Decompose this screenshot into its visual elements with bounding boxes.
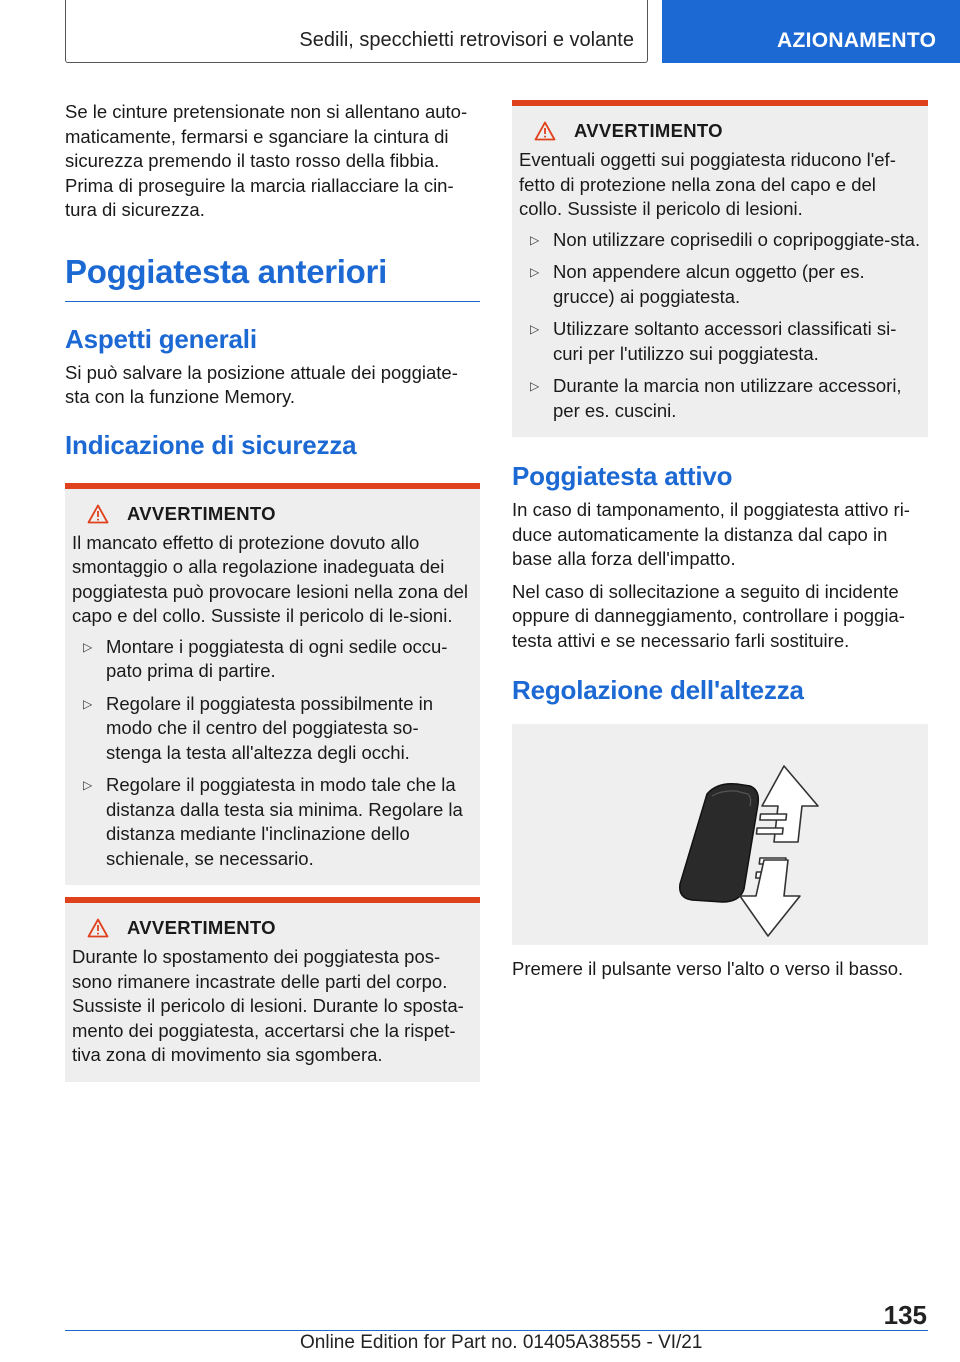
warning-triangle-icon bbox=[87, 918, 109, 938]
triangle-bullet-icon: ▷ bbox=[530, 379, 540, 393]
list-item bbox=[519, 374, 922, 423]
warning-box-3 bbox=[512, 100, 928, 437]
warning-title: AVVERTIMENTO bbox=[127, 502, 276, 524]
warning-box-1 bbox=[65, 483, 480, 886]
warning-list bbox=[519, 228, 922, 424]
warning-header bbox=[87, 917, 474, 939]
list-item-text: Non appendere alcun oggetto (per es. grucce) ai poggiatesta. bbox=[553, 261, 865, 307]
warning-text: Durante lo spostamento dei poggiatesta pos-sono rimanere incastrate delle parti del corpo. Sussiste il pericolo di lesioni. Durante lo sposta-mento dei poggiatesta, accertarsi che la rispet-tiva zona di movimento sia sgombera. bbox=[72, 946, 464, 1065]
warning-header bbox=[87, 503, 474, 525]
list-item-text: Durante la marcia non utilizzare accessori, per es. cuscini. bbox=[553, 375, 902, 421]
warning-list bbox=[72, 635, 474, 872]
headrest-button-illustration bbox=[512, 724, 928, 945]
list-item bbox=[72, 773, 474, 871]
triangle-bullet-icon: ▷ bbox=[83, 778, 93, 792]
footer-divider bbox=[65, 1330, 928, 1331]
right-column bbox=[512, 100, 928, 990]
warning-title: AVVERTIMENTO bbox=[574, 120, 723, 141]
warning-triangle-icon bbox=[87, 504, 109, 524]
list-item bbox=[519, 317, 922, 366]
active-paragraph-2: Nel caso di sollecitazione a seguito di incidente oppure di danneggiamento, controllare i poggia-testa attivi e se necessario farli sostituire. bbox=[512, 580, 905, 651]
warning-text: Il mancato effetto di protezione dovuto allo smontaggio o alla regolazione inadeguata dei poggiatesta può provocare lesioni nella zona del capo e del collo. Sussiste il pericolo di le-sioni. bbox=[72, 531, 468, 626]
list-item-text: Regolare il poggiatesta in modo tale che la distanza dalla testa sia minima. Regolare la distanza mediante l'inclinazione dello schienale, se necessario. bbox=[106, 774, 463, 869]
list-item-text: Non utilizzare coprisedili o copripoggiate-sta. bbox=[553, 228, 921, 250]
list-item bbox=[519, 260, 922, 309]
arrow-up-icon bbox=[756, 766, 818, 842]
triangle-bullet-icon: ▷ bbox=[530, 232, 540, 247]
header-section-tab bbox=[65, 0, 648, 63]
warning-title: AVVERTIMENTO bbox=[127, 917, 276, 938]
warning-triangle-icon bbox=[534, 121, 556, 141]
list-item-text: Montare i poggiatesta di ogni sedile occu-pato prima di partire. bbox=[106, 635, 448, 681]
list-item-text: Regolare il poggiatesta possibilmente in modo che il centro del poggiatesta so-stenga la testa all'altezza degli occhi. bbox=[106, 692, 434, 763]
warning-text: Eventuali oggetti sui poggiatesta riducono l'ef-fetto di protezione nella zona del capo e del collo. Sussiste il pericolo di lesioni. bbox=[519, 149, 896, 219]
headrest-adjust-illustration bbox=[512, 724, 928, 945]
triangle-bullet-icon: ▷ bbox=[83, 639, 93, 654]
active-heading: Poggiatesta attivo bbox=[512, 461, 733, 491]
general-paragraph: Si può salvare la posizione attuale dei poggiate-sta con la funzione Memory. bbox=[65, 361, 458, 407]
height-heading: Regolazione dell'altezza bbox=[512, 675, 804, 705]
triangle-bullet-icon: ▷ bbox=[530, 322, 540, 336]
list-item bbox=[72, 635, 474, 684]
list-item-text: Utilizzare soltanto accessori classificati si-curi per l'utilizzo sui poggiatesta. bbox=[553, 318, 897, 364]
safety-heading: Indicazione di sicurezza bbox=[65, 429, 357, 460]
arrow-down-icon bbox=[740, 858, 800, 936]
section-title: Sedili, specchietti retrovisori e volante bbox=[299, 29, 634, 51]
active-paragraph-1: In caso di tamponamento, il poggiatesta attivo ri-duce automaticamente la distanza dal capo in base alla forza dell'impatto. bbox=[512, 499, 910, 569]
figure-caption: Premere il pulsante verso l'alto o verso il basso. bbox=[512, 958, 904, 979]
main-heading: Poggiatesta anteriori bbox=[65, 253, 480, 302]
warning-box-2 bbox=[65, 897, 480, 1082]
warning-header bbox=[534, 120, 922, 142]
triangle-bullet-icon: ▷ bbox=[83, 696, 93, 711]
left-column bbox=[65, 100, 480, 1082]
intro-paragraph: Se le cinture pretensionate non si allentano auto-maticamente, fermarsi e sganciare la cintura di sicurezza premendo il tasto rosso della fibbia. Prima di proseguire la marcia riallacciare la cin-tura di sicurezza. bbox=[65, 101, 468, 220]
list-item bbox=[519, 228, 922, 253]
general-heading: Aspetti generali bbox=[65, 323, 257, 354]
header-chapter-tab[interactable] bbox=[662, 0, 960, 63]
page-number: 135 bbox=[883, 1300, 927, 1330]
headrest-button-icon bbox=[680, 784, 759, 902]
footer-edition: Online Edition for Part no. 01405A38555 - VI/21 bbox=[300, 1332, 703, 1353]
list-item bbox=[72, 692, 474, 766]
triangle-bullet-icon: ▷ bbox=[530, 265, 540, 279]
chapter-title: AZIONAMENTO bbox=[777, 29, 937, 52]
